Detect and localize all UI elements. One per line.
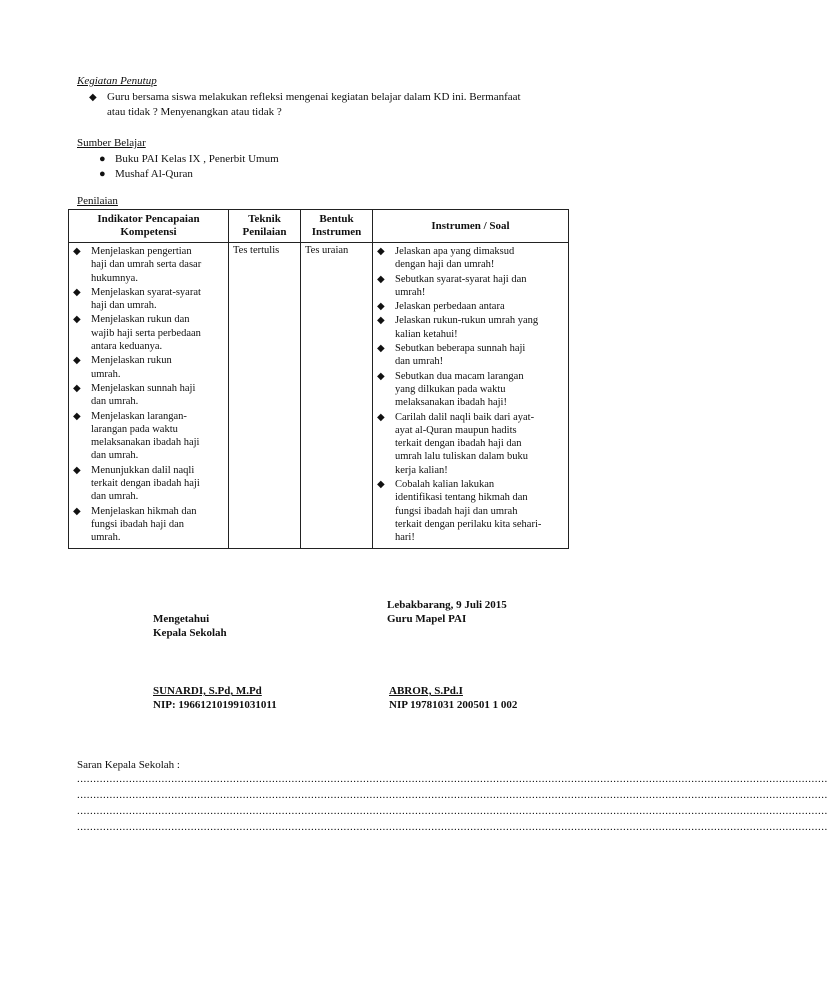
list-item <box>73 354 224 381</box>
header-line: Kompetensi <box>120 226 177 238</box>
list-item <box>73 382 224 409</box>
header-line: Penilaian <box>242 226 287 238</box>
list-item-line: Menjelaskan larangan- <box>91 410 187 422</box>
bullet-icon: ● <box>99 168 106 180</box>
list-item-line: umrah. <box>91 368 121 380</box>
diamond-bullet-icon: ◆ <box>73 505 81 517</box>
list-item <box>73 245 224 285</box>
list-item <box>73 464 224 504</box>
list-item <box>377 245 564 272</box>
header-line: Instrumen <box>311 226 362 238</box>
list-item <box>73 505 224 545</box>
list-item <box>73 410 224 463</box>
list-item-line: Sebutkan beberapa sunnah haji <box>395 343 526 355</box>
penutup-heading: Kegiatan Penutup <box>77 75 157 87</box>
place-date: Lebakbarang, 9 Juli 2015 <box>387 599 507 611</box>
list-item <box>377 411 564 477</box>
header-indikator <box>69 210 229 243</box>
list-item <box>377 478 564 544</box>
list-item-text: Mushaf Al-Quran <box>115 168 193 180</box>
diamond-bullet-icon: ◆ <box>73 355 81 367</box>
list-item-line: Menjelaskan rukun <box>91 355 172 367</box>
list-item-line: Guru bersama siswa melakukan refleksi mengenai kegiatan belajar dalam KD ini. Bermanfaat <box>107 91 521 103</box>
list-item-line: melaksanakan ibadah haji! <box>395 397 507 409</box>
list-item-line: Sebutkan syarat-syarat haji dan <box>395 273 527 285</box>
list-item-line: Jelaskan apa yang dimaksud <box>395 246 515 257</box>
header-bentuk <box>301 210 373 243</box>
guru-title: Guru Mapel PAI <box>387 613 467 625</box>
guru-nip: NIP 19781031 200501 1 002 <box>389 699 518 711</box>
list-item-line: ayat al-Quran maupun hadits <box>395 424 517 436</box>
header-teknik <box>229 210 301 243</box>
cell-instrumen <box>373 243 569 549</box>
list-item-text: Buku PAI Kelas IX , Penerbit Umum <box>115 153 279 165</box>
list-item-line: dengan haji dan umrah! <box>395 259 495 271</box>
list-item <box>377 273 564 300</box>
list-item <box>89 90 579 120</box>
list-item <box>377 342 564 369</box>
list-item-line: kalian ketahui! <box>395 328 458 340</box>
header-line: Instrumen / Soal <box>431 219 510 232</box>
indikator-list <box>73 245 224 545</box>
saran-line: ....................................................................................................................................................................................................................................... <box>77 805 828 817</box>
saran-line: ....................................................................................................................................................................................................................................... <box>77 789 828 801</box>
diamond-bullet-icon: ◆ <box>377 315 385 327</box>
list-item-line: dan umrah. <box>91 450 139 462</box>
guru-name: ABROR, S.Pd.I <box>389 685 463 697</box>
list-item-line: Menjelaskan rukun dan <box>91 314 190 326</box>
kepala-title: Kepala Sekolah <box>153 627 227 639</box>
kepala-name: SUNARDI, S.Pd, M.Pd <box>153 685 262 697</box>
list-item <box>377 370 564 410</box>
assessment-table <box>68 209 569 549</box>
cell-indikator <box>69 243 229 549</box>
diamond-bullet-icon: ◆ <box>377 343 385 355</box>
list-item-line: terkait dengan ibadah haji dan <box>395 438 522 450</box>
diamond-bullet-icon: ◆ <box>73 246 81 257</box>
saran-line: ....................................................................................................................................................................................................................................... <box>77 773 828 785</box>
table-row <box>69 243 569 549</box>
list-item-line: fungsi ibadah haji dan <box>91 518 185 530</box>
diamond-bullet-icon: ◆ <box>377 273 385 285</box>
header-line: Indikator Pencapaian <box>97 213 200 225</box>
list-item-line: haji dan umrah. <box>91 300 157 312</box>
diamond-bullet-icon: ◆ <box>377 479 385 491</box>
list-item-line: fungsi ibadah haji dan umrah <box>395 505 518 517</box>
list-item-line: umrah lalu tuliskan dalam buku <box>395 451 528 463</box>
list-item-line: identifikasi tentang hikmah dan <box>395 492 528 504</box>
soal-list <box>377 245 564 545</box>
list-item-line: antara keduanya. <box>91 341 163 353</box>
list-item-line: hari! <box>395 532 415 544</box>
list-item-line: Sebutkan dua macam larangan <box>395 370 524 382</box>
list-item-line: melaksanakan ibadah haji <box>91 437 200 449</box>
diamond-bullet-icon: ◆ <box>377 411 385 423</box>
list-item-line: wajib haji serta perbedaan <box>91 327 201 339</box>
list-item-line: terkait dengan ibadah haji <box>91 478 200 490</box>
list-item <box>73 286 224 313</box>
list-item-line: terkait dengan perilaku kita sehari- <box>395 518 542 530</box>
table-header-row <box>69 210 569 243</box>
list-item-line: larangan pada waktu <box>91 423 178 435</box>
list-item-line: Cobalah kalian lakukan <box>395 479 495 491</box>
list-item <box>377 314 564 341</box>
list-item-line: dan umrah! <box>395 356 444 368</box>
diamond-bullet-icon: ◆ <box>73 314 81 326</box>
list-item-line: Menjelaskan syarat-syarat <box>91 286 201 298</box>
list-item-line: Jelaskan rukun-rukun umrah yang <box>395 315 539 327</box>
list-item-line: kerja kalian! <box>395 464 448 476</box>
diamond-bullet-icon: ◆ <box>73 286 81 298</box>
list-item <box>97 152 497 167</box>
bullet-icon: ● <box>99 153 106 165</box>
list-item-line: umrah! <box>395 286 426 298</box>
penutup-list <box>89 90 579 120</box>
list-item <box>377 300 564 313</box>
list-item-line: Jelaskan perbedaan antara <box>395 301 505 313</box>
header-line: Bentuk <box>319 213 354 225</box>
list-item-line: yang dilkukan pada waktu <box>395 383 506 395</box>
header-line: Teknik <box>248 213 281 225</box>
list-item-line: umrah. <box>91 532 121 544</box>
list-item-line: Menjelaskan hikmah dan <box>91 505 197 517</box>
sumber-list <box>97 152 497 182</box>
mengetahui-label: Mengetahui <box>153 613 210 625</box>
diamond-bullet-icon: ◆ <box>377 301 385 313</box>
diamond-bullet-icon: ◆ <box>73 410 81 422</box>
cell-teknik: Tes tertulis <box>229 243 301 549</box>
list-item-line: Carilah dalil naqli baik dari ayat- <box>395 411 535 423</box>
cell-bentuk: Tes uraian <box>301 243 373 549</box>
list-item <box>73 313 224 353</box>
list-item-line: haji dan umrah serta dasar <box>91 259 202 271</box>
diamond-bullet-icon: ◆ <box>73 382 81 394</box>
diamond-bullet-icon: ◆ <box>89 92 97 103</box>
list-item-line: hukumnya. <box>91 272 138 284</box>
list-item-line: Menjelaskan pengertian <box>91 246 192 257</box>
diamond-bullet-icon: ◆ <box>377 246 385 257</box>
sumber-heading: Sumber Belajar <box>77 137 146 149</box>
list-item-line: Menunjukkan dalil naqli <box>91 464 195 476</box>
header-instrumen <box>373 210 569 243</box>
saran-line: ....................................................................................................................................................................................................................................... <box>77 821 828 833</box>
list-item-line: atau tidak ? Menyenangkan atau tidak ? <box>107 106 282 118</box>
list-item-line: Menjelaskan sunnah haji <box>91 382 196 394</box>
list-item <box>97 167 497 182</box>
diamond-bullet-icon: ◆ <box>73 464 81 476</box>
saran-label: Saran Kepala Sekolah : <box>77 759 180 771</box>
diamond-bullet-icon: ◆ <box>377 370 385 382</box>
list-item-line: dan umrah. <box>91 491 139 503</box>
kepala-nip: NIP: 196612101991031011 <box>153 699 277 711</box>
penilaian-heading: Penilaian <box>77 195 118 207</box>
list-item-line: dan umrah. <box>91 396 139 408</box>
